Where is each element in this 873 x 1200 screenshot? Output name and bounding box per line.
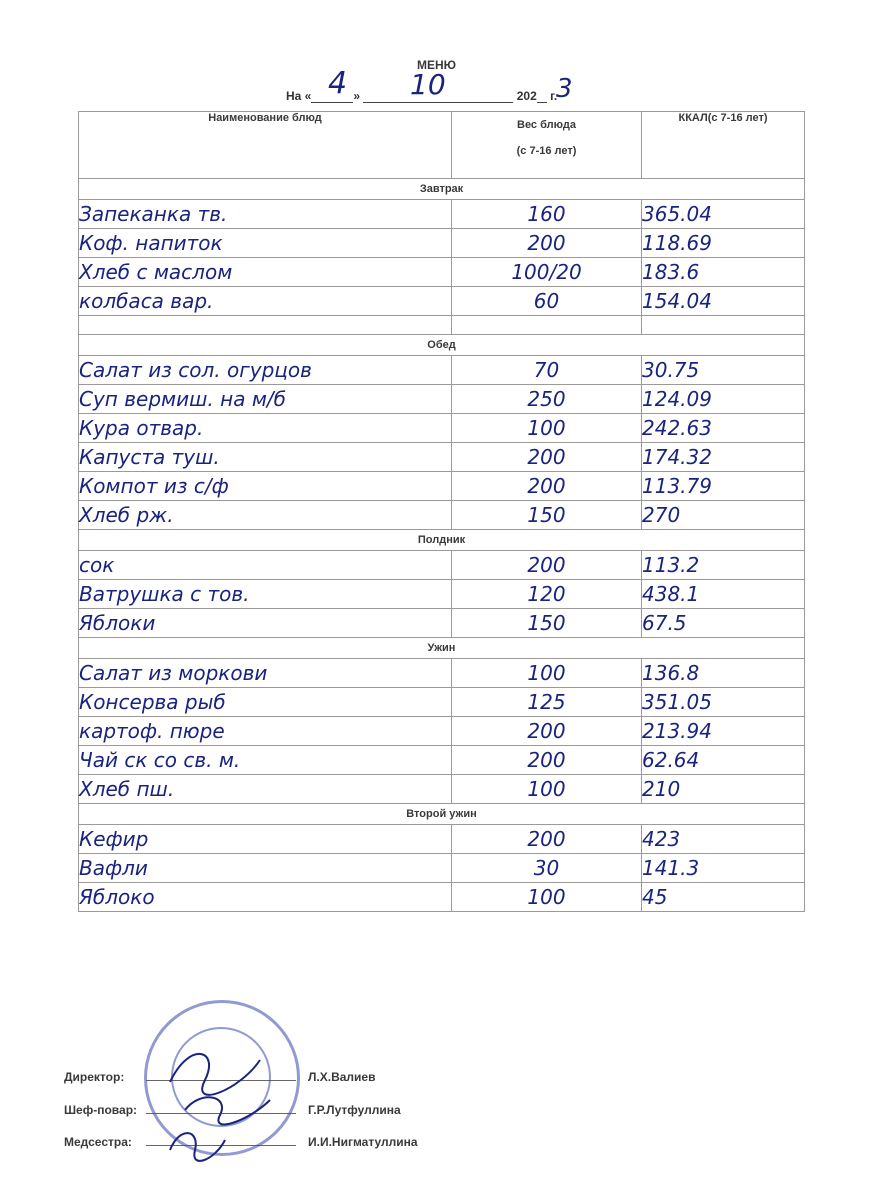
dish-kcal: 136.8 — [642, 659, 805, 688]
handwritten-year: 3 — [556, 74, 573, 104]
table-row — [79, 825, 805, 854]
dish-weight: 150 — [452, 609, 642, 638]
dish-name: Ватрушка с тов. — [79, 580, 452, 609]
handwritten-day: 4 — [328, 66, 348, 101]
table-row — [79, 775, 805, 804]
year-underline — [537, 88, 547, 103]
dish-weight: 200 — [452, 229, 642, 258]
dish-weight: 70 — [452, 356, 642, 385]
blank-cell — [79, 316, 452, 335]
dish-kcal: 174.32 — [642, 443, 805, 472]
table-row — [79, 200, 805, 229]
dish-name: Капуста туш. — [79, 443, 452, 472]
dish-name: Консерва рыб — [79, 688, 452, 717]
blank-cell — [642, 316, 805, 335]
signature-name: Г.Р.Лутфуллина — [308, 1103, 401, 1117]
col-header-weight-line1: Вес блюда — [517, 119, 576, 131]
date-mid: » — [353, 89, 361, 103]
table-row — [79, 258, 805, 287]
col-header-kcal: ККАЛ(с 7-16 лет) — [642, 112, 805, 179]
dish-name: Кура отвар. — [79, 414, 452, 443]
date-prefix: На « — [286, 89, 312, 103]
official-stamp — [144, 1000, 300, 1156]
dish-weight: 200 — [452, 551, 642, 580]
dish-name: Хлеб с маслом — [79, 258, 452, 287]
table-row — [79, 551, 805, 580]
dish-weight: 100/20 — [452, 258, 642, 287]
menu-title: МЕНЮ — [416, 58, 457, 72]
dish-weight: 200 — [452, 746, 642, 775]
dish-kcal: 67.5 — [642, 609, 805, 638]
dish-weight: 100 — [452, 659, 642, 688]
table-row — [79, 854, 805, 883]
dish-name: Яблоко — [79, 883, 452, 912]
dish-kcal: 365.04 — [642, 200, 805, 229]
dish-weight: 150 — [452, 501, 642, 530]
handwritten-month: 10 — [410, 68, 446, 101]
table-row — [79, 385, 805, 414]
dish-name: Кефир — [79, 825, 452, 854]
table-row — [79, 609, 805, 638]
menu-body — [79, 179, 805, 912]
dish-kcal: 30.75 — [642, 356, 805, 385]
section-title: Обед — [79, 335, 805, 356]
table-header-row — [79, 112, 805, 179]
section-title: Полдник — [79, 530, 805, 551]
col-header-name: Наименование блюд — [79, 112, 452, 179]
dish-weight: 200 — [452, 443, 642, 472]
table-row — [79, 501, 805, 530]
table-row — [79, 472, 805, 501]
table-row — [79, 229, 805, 258]
dish-kcal: 423 — [642, 825, 805, 854]
section-header-row — [79, 638, 805, 659]
dish-name: Коф. напиток — [79, 229, 452, 258]
year-prefix: 202 — [516, 89, 537, 103]
dish-weight: 100 — [452, 414, 642, 443]
dish-kcal: 45 — [642, 883, 805, 912]
dish-weight: 200 — [452, 472, 642, 501]
table-row — [79, 356, 805, 385]
dish-weight: 200 — [452, 717, 642, 746]
dish-name: Хлеб рж. — [79, 501, 452, 530]
dish-name: Салат из моркови — [79, 659, 452, 688]
section-header-row — [79, 179, 805, 200]
dish-kcal: 141.3 — [642, 854, 805, 883]
dish-kcal: 62.64 — [642, 746, 805, 775]
dish-weight: 100 — [452, 883, 642, 912]
dish-kcal: 210 — [642, 775, 805, 804]
dish-weight: 120 — [452, 580, 642, 609]
signature-label: Медсестра: — [64, 1135, 132, 1149]
dish-kcal: 213.94 — [642, 717, 805, 746]
section-title: Завтрак — [79, 179, 805, 200]
blank-cell — [452, 316, 642, 335]
dish-name: Вафли — [79, 854, 452, 883]
signature-label: Директор: — [64, 1070, 125, 1084]
section-title: Ужин — [79, 638, 805, 659]
dish-weight: 160 — [452, 200, 642, 229]
col-header-weight — [452, 112, 642, 179]
dish-weight: 30 — [452, 854, 642, 883]
table-row — [79, 717, 805, 746]
table-row — [79, 883, 805, 912]
dish-name: картоф. пюре — [79, 717, 452, 746]
year-suffix: г. — [546, 89, 558, 103]
dish-weight: 250 — [452, 385, 642, 414]
dish-name: Суп вермиш. на м/б — [79, 385, 452, 414]
signature-label: Шеф-повар: — [64, 1103, 138, 1117]
menu-table — [78, 111, 805, 912]
dish-name: колбаса вар. — [79, 287, 452, 316]
dish-name: Салат из сол. огурцов — [79, 356, 452, 385]
section-header-row — [79, 530, 805, 551]
dish-kcal: 183.6 — [642, 258, 805, 287]
signature-name: Л.Х.Валиев — [308, 1070, 376, 1084]
dish-name: Компот из с/ф — [79, 472, 452, 501]
dish-name: Чай ск со св. м. — [79, 746, 452, 775]
table-row — [79, 746, 805, 775]
table-row — [79, 287, 805, 316]
dish-weight: 125 — [452, 688, 642, 717]
dish-kcal: 242.63 — [642, 414, 805, 443]
dish-name: сок — [79, 551, 452, 580]
blank-row — [79, 316, 805, 335]
dish-kcal: 270 — [642, 501, 805, 530]
dish-name: Хлеб пш. — [79, 775, 452, 804]
table-row — [79, 414, 805, 443]
dish-kcal: 113.79 — [642, 472, 805, 501]
dish-kcal: 118.69 — [642, 229, 805, 258]
dish-kcal: 351.05 — [642, 688, 805, 717]
table-row — [79, 580, 805, 609]
dish-kcal: 438.1 — [642, 580, 805, 609]
section-header-row — [79, 804, 805, 825]
section-title: Второй ужин — [79, 804, 805, 825]
table-row — [79, 659, 805, 688]
dish-weight: 60 — [452, 287, 642, 316]
section-header-row — [79, 335, 805, 356]
table-row — [79, 688, 805, 717]
signature-name: И.И.Нигматуллина — [308, 1135, 418, 1149]
dish-kcal: 124.09 — [642, 385, 805, 414]
dish-kcal: 113.2 — [642, 551, 805, 580]
col-header-weight-line2: (с 7-16 лет) — [516, 145, 577, 157]
dish-kcal: 154.04 — [642, 287, 805, 316]
dish-name: Яблоки — [79, 609, 452, 638]
table-row — [79, 443, 805, 472]
dish-name: Запеканка тв. — [79, 200, 452, 229]
dish-weight: 200 — [452, 825, 642, 854]
dish-weight: 100 — [452, 775, 642, 804]
